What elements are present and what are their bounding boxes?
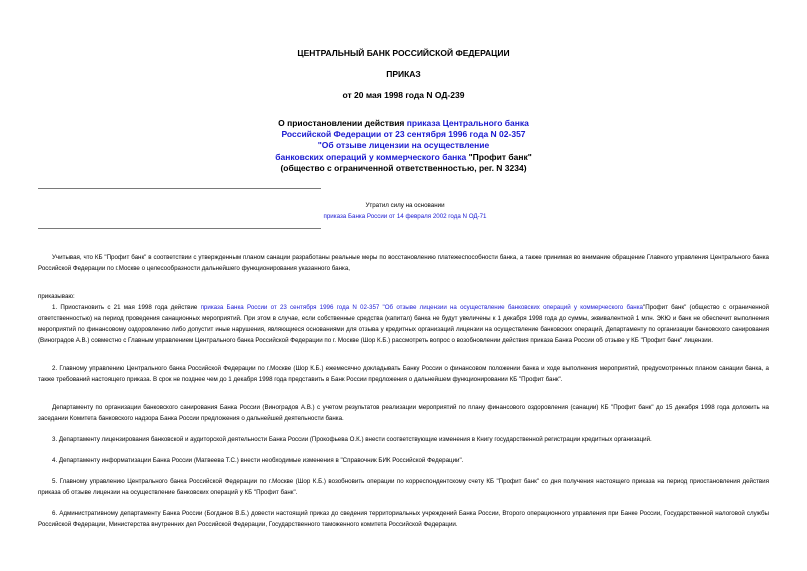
paragraph-6: 6. Административному департаменту Банка России (Богданов В.Б.) довести настоящий приказ до сведения территориальных учреждений Банка России, Второго операционного управления при Банке России, Государственной налоговой службы Российской Федерации, Министерства внутренних дел Российской Федерации, Государственного таможенного комитета Российской Федерации.: [38, 510, 769, 528]
paragraph-4: 4. Департаменту информатизации Банка России (Матвеева Т.С.) внести необходимые изменения в "Справочник БИК Российской Федерации".: [52, 457, 464, 464]
lost-force-label: Утратил силу на основании: [365, 202, 445, 209]
title-bank-name: "Профит банк": [468, 151, 532, 162]
lost-force-link[interactable]: приказа Банка России от 14 февраля 2002 года N ОД-71: [323, 213, 487, 220]
order-word: приказываю:: [38, 293, 75, 300]
title-link-line3[interactable]: "Об отзыве лицензии на осуществление: [317, 140, 490, 151]
divider-bottom: [38, 228, 321, 229]
document-type-heading: ПРИКАЗ: [386, 69, 421, 79]
paragraph-1-rest: "Профит банк" (общество с ограниченной ответственностью) на период проведения санационных мероприятий. При этом в случае, если собственные средства (капитал) банка не будут увеличены к 1 декабря 1998 года до суммы, эквивалентной 1 млн. ЭКЮ и банк не обеспечит выполнения мероприятий по финансовому оздоровлению либо допустит иные нарушения, являющиеся основаниями для отзыва у кредитных организаций лицензии на осуществление банковских операций, Департаменту по организации банковского санирования (Виноградов А.В.) совместно с Главным управлением Центрального банка Российской Федерации по г. Москве (Шор К.Б.) рассмотреть вопрос о возобновлении действия приказа Банка России об отзыве у КБ "Профит банк" лицензии.: [38, 304, 769, 344]
document-title: [0, 118, 807, 174]
title-registration: (общество с ограниченной ответственностью, рег. N 3234): [280, 162, 527, 173]
title-link-line4[interactable]: банковских операций у коммерческого банка: [275, 151, 469, 162]
divider-top: [38, 188, 321, 189]
paragraph-1-prefix: 1. Приостановить с 21 мая 1998 года действие: [52, 304, 201, 311]
document-date-number: от 20 мая 1998 года N ОД-239: [342, 90, 465, 100]
paragraph-5: 5. Главному управлению Центрального банка Российской Федерации по г.Москве (Шор К.Б.) возобновить операции по корреспондентскому счету КБ "Профит банк" со дня получения настоящего приказа на период приостановления действия приказа об отзыве лицензии на осуществление банковских операций у КБ "Профит банк".: [38, 478, 769, 496]
bank-name-heading: ЦЕНТРАЛЬНЫЙ БАНК РОССИЙСКОЙ ФЕДЕРАЦИИ: [297, 48, 510, 58]
paragraph-1: [38, 302, 769, 346]
lost-force-note: [260, 200, 550, 222]
paragraph-2-continued: Департаменту по организации банковского санирования Банка России (Виноградов А.В.) с учетом результатов реализации мероприятий по плану финансового оздоровления (санации) КБ "Профит банк" до 15 декабря 1998 года доложить на заседании Комитета банковского надзора Банка России предложения о дальнейшей деятельности банка.: [38, 404, 769, 422]
preamble-paragraph: Учитывая, что КБ "Профит банк" в соответствии с утвержденным планом санации разработаны реальные меры по восстановлению платежеспособности банка, а также принимая во внимание обращение Главного управления Центрального банка Российской Федерации по г.Москве о целесообразности дальнейшего функционирования указанного банка,: [38, 254, 769, 272]
paragraph-1-link[interactable]: приказа Банка России от 23 сентября 1996 года N 02-357 "Об отзыве лицензии на осуществление банковских операций у коммерческого банка: [200, 304, 643, 311]
paragraph-3: 3. Департаменту лицензирования банковской и аудиторской деятельности Банка России (Прокофьева О.К.) внести соответствующие изменения в Книгу государственной регистрации кредитных организаций.: [52, 436, 652, 443]
title-link-line1[interactable]: приказа Центрального банка: [406, 118, 529, 128]
title-prefix: О приостановлении действия: [278, 118, 407, 128]
title-link-line2[interactable]: Российской Федерации от 23 сентября 1996 года N 02-357: [281, 129, 526, 140]
paragraph-2: 2. Главному управлению Центрального банка Российской Федерации по г.Москве (Шор К.Б.) ежемесячно докладывать Банку России о финансовом положении банка и ходе выполнения мероприятий, предусмотренных планом санации банка, а также требований настоящего приказа. В срок не позднее чем до 1 декабря 1998 года представить в Банк России предложения о дальнейшем функционировании КБ "Профит банк".: [38, 365, 769, 383]
